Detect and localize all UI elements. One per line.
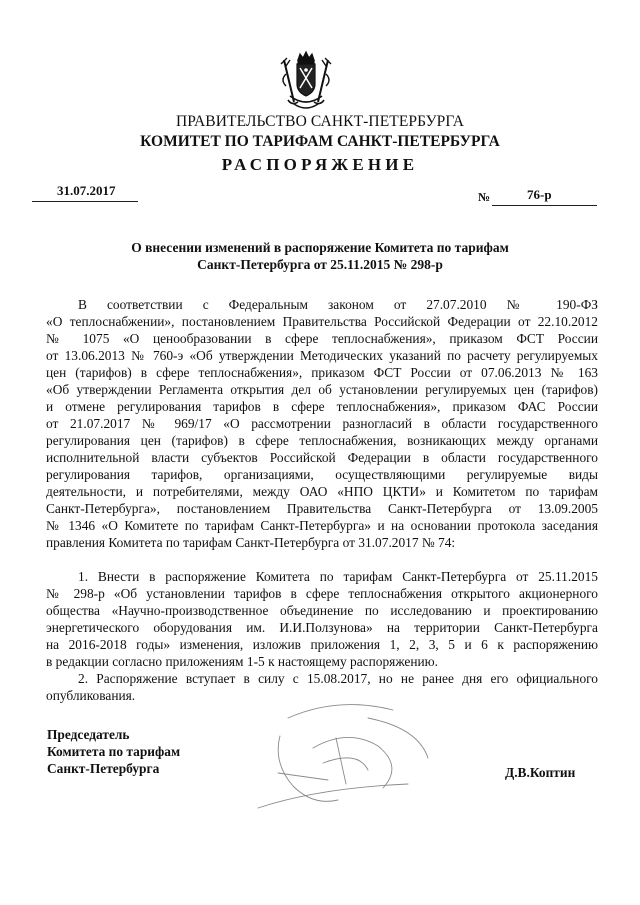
number-underline bbox=[492, 188, 597, 206]
government-title: ПРАВИТЕЛЬСТВО САНКТ-ПЕТЕРБУРГА bbox=[175, 113, 465, 130]
signatory-title-line-3: Санкт-Петербурга bbox=[47, 761, 160, 776]
subject-line-2: Санкт-Петербурга от 25.11.2015 № 298-р bbox=[197, 257, 443, 272]
preamble-line: «Об утверждении Регламента открытия дел об установлении регулируемых цен (тарифов) bbox=[46, 382, 598, 397]
document-date: 31.07.2017 bbox=[57, 183, 116, 198]
coat-of-arms-icon bbox=[276, 50, 336, 112]
preamble-line: исполнительной власти субъектов Российской Федерации в области государственного bbox=[46, 450, 598, 465]
signatory-title-line-1: Председатель bbox=[47, 727, 130, 742]
document-number: 76-р bbox=[527, 187, 552, 202]
item-1-line: на 2016-2018 годы» изменения, изложив приложения 1, 2, 3, 5 и 6 к распоряжению bbox=[46, 637, 598, 652]
item-1-line: в редакции согласно приложениям 1-5 к настоящему распоряжению. bbox=[46, 654, 439, 669]
committee-title: КОМИТЕТ ПО ТАРИФАМ САНКТ-ПЕТЕРБУРГА bbox=[140, 133, 500, 150]
preamble-line: В соответствии с Федеральным законом от 27.07.2010 № 190-ФЗ bbox=[78, 297, 598, 312]
preamble-line: деятельности, и потребителями, между ОАО «НПО ЦКТИ» и Комитетом по тарифам bbox=[46, 484, 598, 499]
subject-line-1: О внесении изменений в распоряжение Комитета по тарифам bbox=[131, 240, 509, 255]
number-sign: № bbox=[478, 190, 491, 204]
preamble-line: правления Комитета по тарифам Санкт-Петербурга от 31.07.2017 № 74: bbox=[46, 535, 456, 550]
preamble-line: от 21.07.2017 № 969/17 «О рассмотрении разногласий в области государственного bbox=[46, 416, 598, 431]
number-field bbox=[478, 188, 598, 206]
item-1-line: энергетического оборудования им. И.И.Ползунова» на территории Санкт-Петербурга bbox=[46, 620, 598, 635]
item-1-line: общества «Научно-производственное объединение по исследованию и проектированию bbox=[46, 603, 598, 618]
preamble-line: № 1075 «О ценообразовании в сфере теплоснабжения», приказом ФСТ России bbox=[46, 331, 598, 346]
document-type-title: РАСПОРЯЖЕНИЕ bbox=[221, 155, 419, 174]
date-field bbox=[32, 183, 138, 202]
preamble-line: «О теплоснабжении», постановлением Правительства Российской Федерации от 22.10.2012 bbox=[46, 314, 598, 329]
preamble-line: регулирования тарифов, организациями, осуществляющими регулируемые виды bbox=[46, 467, 598, 482]
preamble-line: цен (тарифов) в сфере теплоснабжения», приказом ФСТ России от 07.06.2013 № 163 bbox=[46, 365, 598, 380]
item-2-line: 2. Распоряжение вступает в силу с 15.08.2017, но не ранее дня его официального bbox=[78, 671, 598, 686]
preamble-line: регулирования цен (тарифов) в сфере теплоснабжения, возникающих между органами bbox=[46, 433, 598, 448]
item-1-line: № 298-р «Об установлении тарифов в сфере теплоснабжения открытого акционерного bbox=[46, 586, 598, 601]
item-1-line: 1. Внести в распоряжение Комитета по тарифам Санкт-Петербурга от 25.11.2015 bbox=[78, 569, 598, 584]
handwritten-signature bbox=[218, 688, 448, 828]
signatory-title-line-2: Комитета по тарифам bbox=[47, 744, 181, 759]
item-2-line: опубликования. bbox=[46, 688, 136, 703]
preamble-line: № 1346 «О Комитете по тарифам Санкт-Петербурга» и на основании протокола заседания bbox=[46, 518, 598, 533]
preamble-line: Санкт-Петербурга», постановлением Правительства Санкт-Петербурга от 13.09.2005 bbox=[46, 501, 598, 516]
signatory-name: Д.В.Коптин bbox=[505, 765, 576, 780]
preamble-line: от 13.06.2013 № 760-э «Об утверждении Методических указаний по расчету регулируемых bbox=[46, 348, 598, 363]
preamble-line: и отмене регулирования тарифов в сфере теплоснабжения», приказом ФАС России bbox=[46, 399, 598, 414]
